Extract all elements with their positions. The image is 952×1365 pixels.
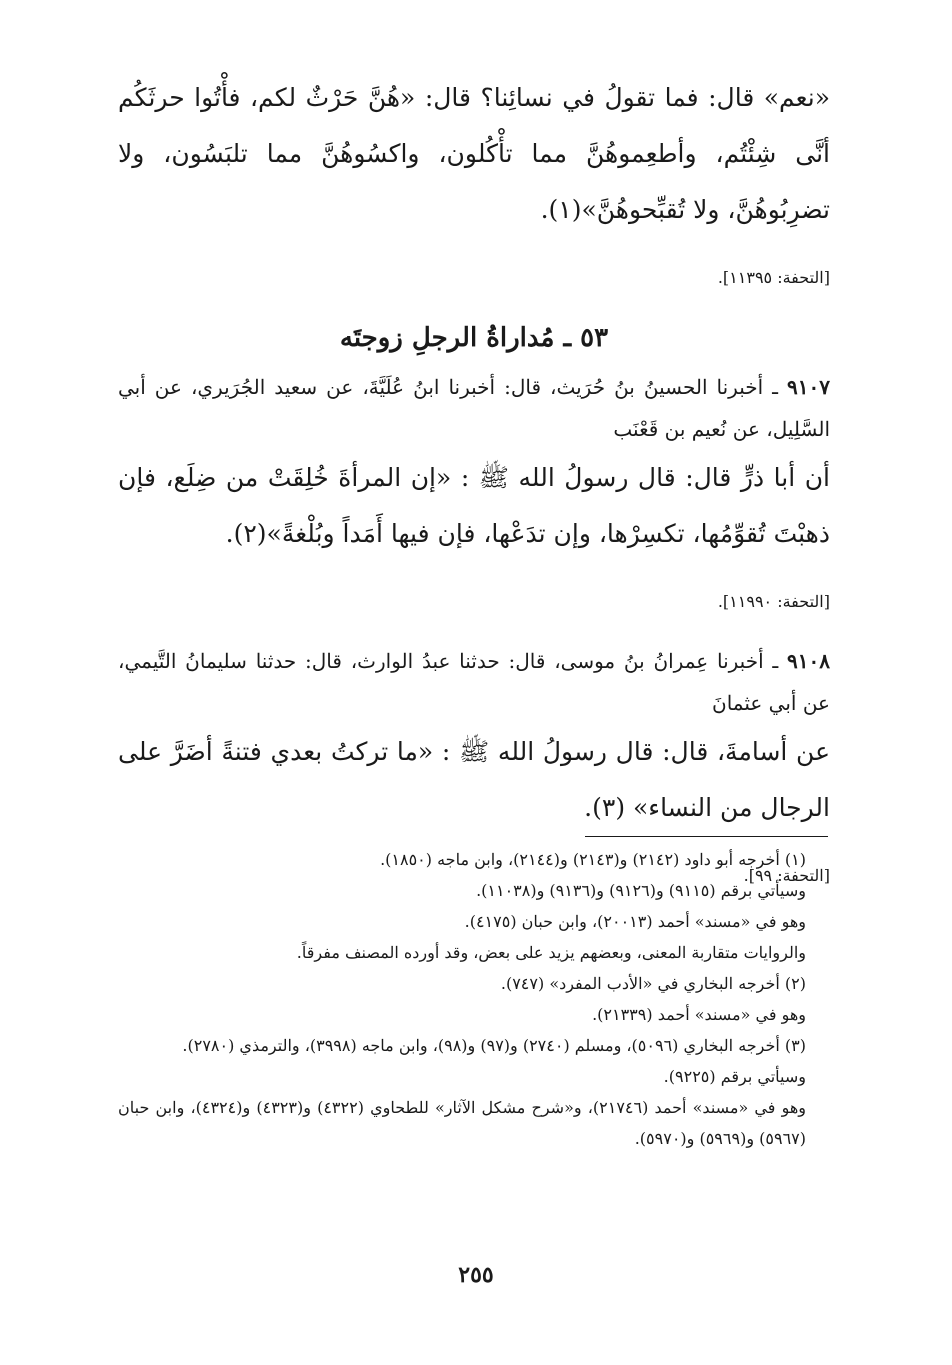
chapter-number: ٥٣ [580,323,609,353]
reference-tuhfa-2: [التحفة: ١١٩٩٠]. [717,592,830,611]
footnote-line: والروايات متقاربة المعنى، وبعضهم يزيد على بعض، وقد أورده المصنف مفرقاً. [296,943,806,962]
page-number: ٢٥٥ [458,1262,494,1288]
hadith-number: ٩١٠٧ [787,375,830,399]
top-paragraph: «نعم» قال: فما تقولُ في نسائِنا؟ قال: «هُنَّ حَرْثٌ لكم، فأْتُوا حرثَكُم أنَّى شِئْتُم، وأطعِموهُنَّ مما تأْكُلون، واكسُوهُنَّ مما تلبَسُون، ولا تضرِبُوهُنَّ، ولا تُقبِّحوهُنَّ»(١). [118,83,830,224]
footnote-line: وهو في «مسند» أحمد (٢١٣٣٩). [592,1005,806,1024]
footnote-line: وهو في «مسند» أحمد (٢١٧٤٦)، و«شرح مشكل الآثار» للطحاوي (٤٣٢٢) و(٤٣٢٣) و(٤٣٢٤)، وابن حبان (٥٩٦٧) و(٥٩٦٩) و(٥٩٧٠). [118,1098,806,1148]
footnote-line: (٢) أخرجه البخاري في «الأدب المفرد» (٧٤٧). [500,974,806,993]
reference-tuhfa-1: [التحفة: ١١٣٩٥]. [717,268,830,287]
footnote-line: وسيأتي برقم (٩٢٢٥). [663,1067,806,1086]
footnote-line: وسيأتي برقم (٩١١٥) و(٩١٢٦) و(٩١٣٦) و(١١٠٣٨). [476,881,806,900]
footnote-divider [585,836,828,837]
hadith-number: ٩١٠٨ [787,649,830,673]
hadith-9108-isnad [118,640,830,724]
footnote-line: (١) أخرجه أبو داود (٢١٤٢) و(٢١٤٣) و(٢١٤٤)، وابن ماجه (١٨٥٠). [380,850,806,869]
chapter-separator: ـ [554,323,581,353]
hadith-9107-isnad [118,366,830,450]
chapter-heading [118,316,830,360]
footnote-line: وهو في «مسند» أحمد (٢٠٠١٣)، وابن حبان (٤١٧٥). [464,912,806,931]
reference-tuhfa-3: [التحفة: ٩٩]. [743,866,830,885]
chapter-title: مُداراةُ الرجلِ زوجتَه [339,323,555,353]
page-body [118,70,830,914]
isnad-text: ـ أخبرنا الحسينُ بنُ حُرَيث، قال: أخبرنا ابنُ عُلَيَّةَ، عن سعيد الجُرَيري، عن أبي السَّلِيل، عن نُعيم بن قَعْنَب [118,375,830,441]
hadith-9107-matn: أن أبا ذرٍّ قال: قال رسولُ الله ﷺ : «إن المرأةَ خُلِقَتْ من ضِلَع، فإن ذهبْتَ تُقوِّمُها، تكسِرْها، وإن تدَعْها، فإن فيها أَمَداً وبُلْغةً»(٢). [118,463,830,548]
footnotes [118,844,830,1154]
hadith-9108-matn: عن أسامةَ، قال: قال رسولُ الله ﷺ : «ما تركتُ بعدي فتنةً أضَرَّ على الرجال من النساء» (٣). [118,737,830,822]
footnote-line: (٣) أخرجه البخاري (٥٠٩٦)، ومسلم (٢٧٤٠) و(٩٧) و(٩٨)، وابن ماجه (٣٩٩٨)، والترمذي (٢٧٨٠). [182,1036,806,1055]
isnad-text: ـ أخبرنا عِمرانُ بنُ موسى، قال: حدثنا عبدُ الوارث، قال: حدثنا سليمانُ التَّيمي، عن أبي عثمانَ [118,649,830,715]
